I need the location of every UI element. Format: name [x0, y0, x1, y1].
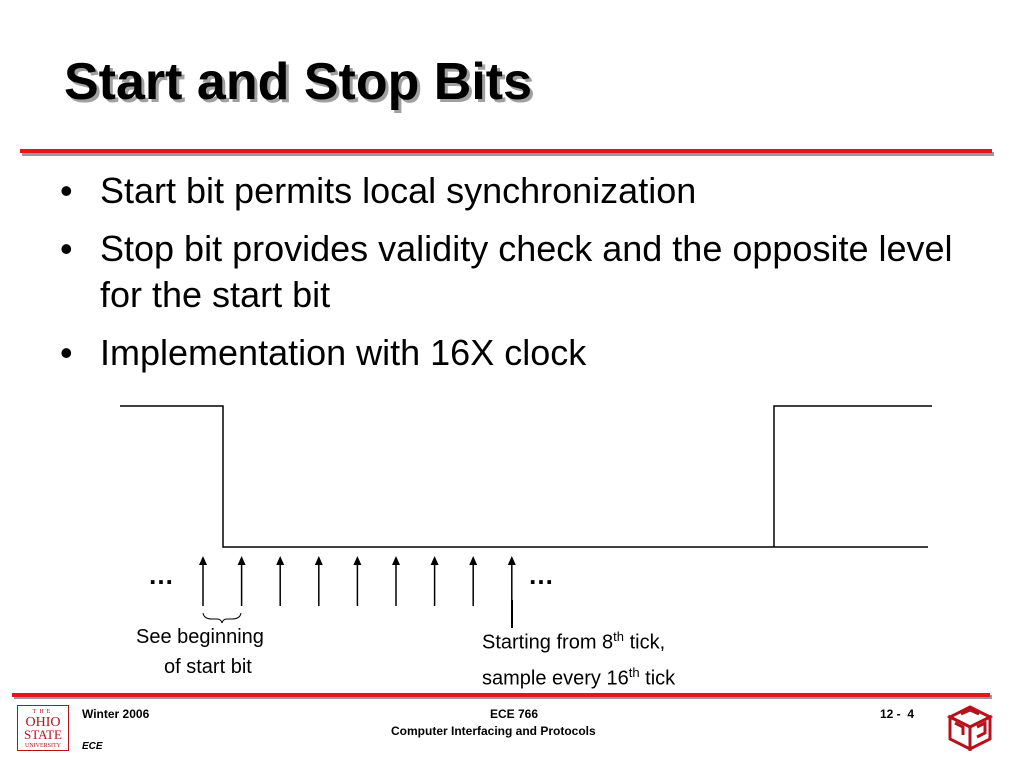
footer-dept: ECE: [82, 741, 103, 752]
caption-line: [482, 658, 675, 694]
footer-page-number: 12 - 4: [880, 707, 915, 721]
clock-tick-arrowhead: [315, 556, 323, 565]
caption-superscript: th: [628, 664, 640, 680]
caption-text: sample every 16: [482, 667, 629, 690]
caption-superscript: th: [613, 629, 625, 644]
bullet-text: Implementation with 16X clock: [100, 332, 587, 373]
caption-text: Starting from 8: [482, 631, 614, 654]
footer-course-title: Computer Interfacing and Protocols: [391, 724, 596, 738]
caption-text: tick: [639, 667, 676, 690]
slide-title: Start and Stop Bits: [64, 53, 533, 111]
clock-tick-arrowhead: [431, 556, 439, 565]
caption-text: tick,: [624, 631, 666, 654]
clock-tick-arrowhead: [392, 556, 400, 565]
footer-course-code: ECE 766: [490, 707, 539, 721]
stop-bit-edge: [774, 406, 932, 547]
bullet-dot-icon: •: [60, 170, 73, 211]
left-ellipsis: …: [148, 560, 175, 590]
logo-text: UNIVERSITY: [25, 743, 61, 749]
bullet-dot-icon: •: [60, 332, 73, 373]
clock-tick-arrowhead: [276, 556, 284, 565]
clock-tick-arrowhead: [238, 556, 246, 565]
caption-sampling: [482, 622, 675, 693]
clock-tick-arrowhead: [508, 556, 516, 565]
footer-divider: [12, 693, 990, 697]
bullet-dot-icon: •: [60, 228, 73, 269]
ohio-state-logo: [17, 705, 69, 751]
bullet-text: Stop bit provides validity check and the opposite level for the start bit: [100, 228, 953, 315]
signal-waveform: [120, 406, 928, 547]
bullet-item: [60, 226, 960, 318]
ece-cube-logo: [947, 705, 993, 751]
caption-line: [482, 622, 675, 658]
caption-start-bit: [136, 622, 264, 682]
logo-text: STATE: [24, 727, 62, 742]
title-divider: [20, 149, 992, 153]
clock-tick-arrowhead: [353, 556, 361, 565]
caption-line: of start bit: [164, 656, 252, 678]
bullet-list: [60, 168, 960, 388]
clock-tick-arrowhead: [199, 556, 207, 565]
clock-tick-arrowhead: [469, 556, 477, 565]
logo-text: THE: [32, 709, 54, 715]
bullet-item: [60, 168, 960, 214]
footer-term: Winter 2006: [82, 707, 150, 721]
clock-ticks: [199, 556, 516, 606]
logo-text: OHIO: [25, 715, 61, 730]
right-ellipsis: …: [528, 560, 555, 590]
caption-line: See beginning: [136, 626, 264, 648]
bullet-text: Start bit permits local synchronization: [100, 170, 697, 211]
bullet-item: [60, 330, 960, 376]
